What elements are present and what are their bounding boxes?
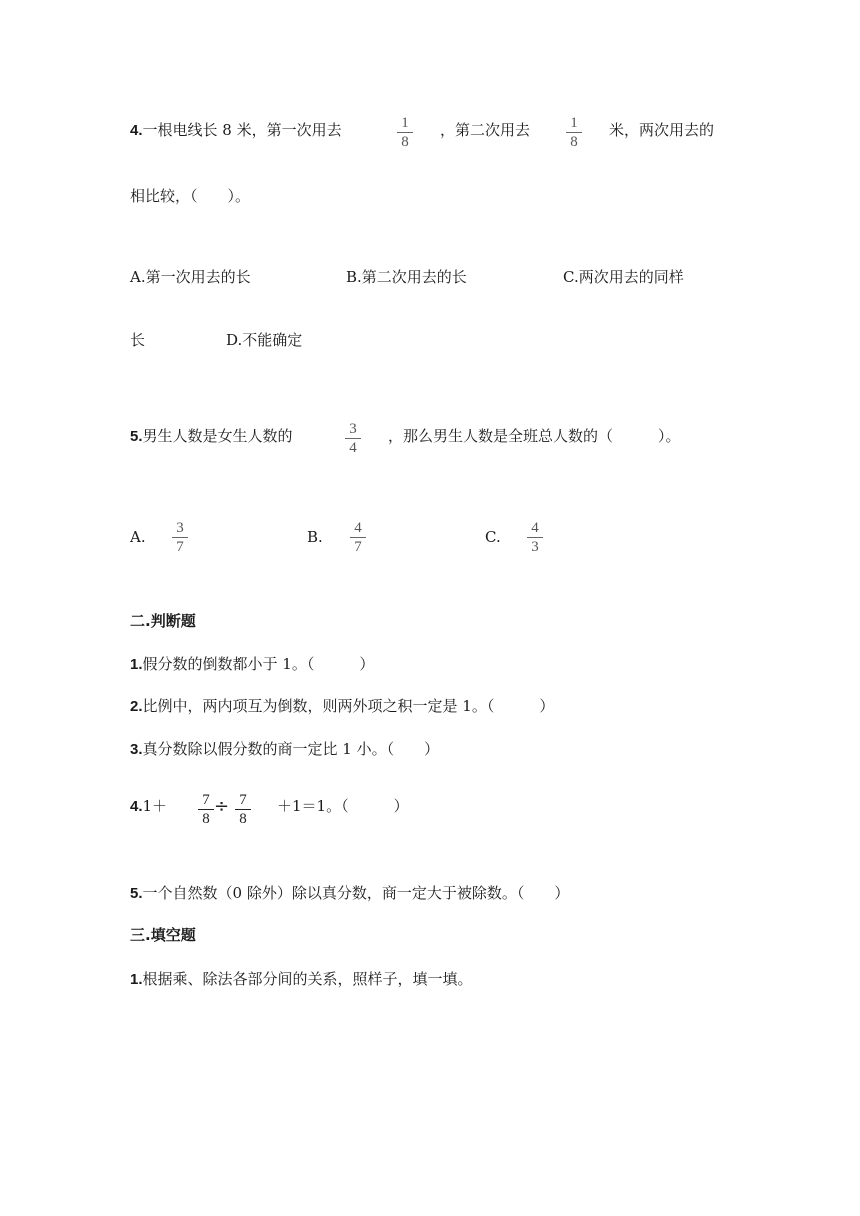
question-number: 3. (130, 741, 143, 758)
option-b-fraction (350, 520, 366, 555)
question-text: ，那么男生人数是全班总人数的（ ）。 (388, 427, 681, 445)
option-b-label: B. (307, 528, 323, 546)
question-text: 假分数的倒数都小于 1。（ ） (142, 655, 375, 673)
section-title-fill-blank: 三.填空题 (130, 926, 196, 944)
fraction (345, 421, 361, 456)
question-number: 2. (130, 698, 143, 715)
denominator: 8 (202, 811, 210, 827)
option-c: C.两次用去的同样 (563, 268, 684, 286)
question-text: 真分数除以假分数的商一定比 1 小。（ ） (142, 740, 440, 758)
fraction (235, 792, 251, 827)
denominator: 4 (349, 440, 357, 456)
numerator: 7 (239, 792, 247, 808)
question-4-line-1 (130, 120, 342, 141)
denominator: 8 (239, 811, 247, 827)
option-a: A.第一次用去的长 (130, 268, 251, 286)
numerator: 4 (354, 520, 362, 536)
denominator: 8 (401, 134, 409, 150)
numerator: 7 (202, 792, 210, 808)
fraction (566, 115, 582, 150)
judgement-item-2 (130, 696, 554, 717)
question-number: 5. (130, 428, 143, 445)
question-number: 4. (130, 122, 143, 139)
numerator: 4 (531, 520, 539, 536)
question-text: ，第二次用去 (440, 121, 531, 139)
expression-suffix: ＋1＝1。（ ） (277, 797, 409, 815)
numerator: 3 (349, 421, 357, 437)
question-text: 男生人数是女生人数的 (142, 427, 293, 445)
numerator: 3 (176, 520, 184, 536)
question-number: 1. (130, 656, 143, 673)
question-5-line-1 (130, 426, 293, 447)
section-title-judgement: 二.判断题 (130, 612, 196, 630)
fraction (198, 792, 214, 827)
question-text: 米，两次用去的 (609, 121, 715, 139)
question-number: 4. (130, 798, 143, 815)
judgement-item-3 (130, 739, 439, 760)
fill-item-1 (130, 969, 473, 990)
option-c-fraction (527, 520, 543, 555)
division-sign: ÷ (214, 796, 230, 817)
judgement-item-4-start (130, 796, 167, 817)
option-b: B.第二次用去的长 (346, 268, 467, 286)
option-a-fraction (172, 520, 188, 555)
question-text: 根据乘、除法各部分间的关系，照样子，填一填。 (142, 970, 473, 988)
option-c-label: C. (485, 528, 501, 546)
question-text: 一个自然数（0 除外）除以真分数，商一定大于被除数。（ ） (142, 884, 570, 902)
judgement-item-1 (130, 654, 374, 675)
option-d: D.不能确定 (226, 331, 303, 349)
question-number: 1. (130, 971, 143, 988)
option-a-label: A. (130, 528, 146, 546)
question-text: 比例中，两内项互为倒数，则两外项之积一定是 1。（ ） (142, 697, 555, 715)
judgement-item-5 (130, 883, 569, 904)
fraction (397, 115, 413, 150)
denominator: 7 (354, 539, 362, 555)
question-4-line-2: 相比较，（ ）。 (130, 187, 251, 205)
denominator: 7 (176, 539, 184, 555)
denominator: 3 (531, 539, 539, 555)
option-c-continued: 长 (130, 331, 146, 349)
numerator: 1 (401, 115, 409, 131)
question-text: 一根电线长 8 米，第一次用去 (142, 121, 342, 139)
numerator: 1 (570, 115, 578, 131)
question-number: 5. (130, 885, 143, 902)
denominator: 8 (570, 134, 578, 150)
expression-prefix: 1＋ (142, 797, 168, 815)
